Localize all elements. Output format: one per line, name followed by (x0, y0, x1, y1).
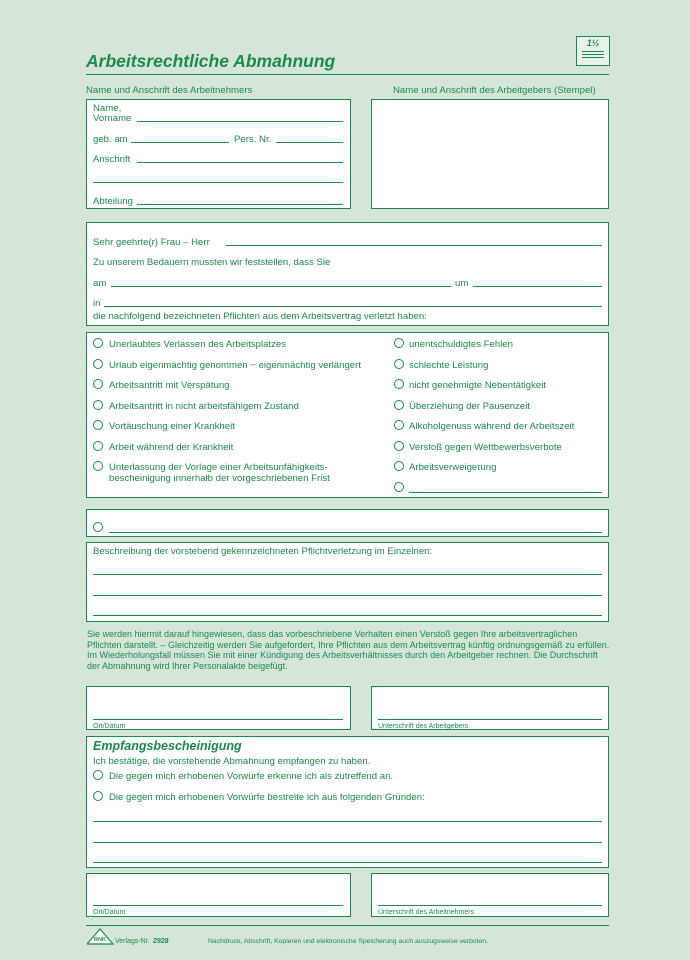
checkbox-right-3[interactable] (394, 379, 404, 389)
address-field-2[interactable] (93, 182, 343, 183)
checkbox-right-1[interactable] (394, 338, 404, 348)
place-date-line-2 (93, 905, 343, 906)
vorname-label: Vorname (93, 113, 132, 124)
violation-left-7a: Unterlassung der Vorlage einer Arbeitsunfähigkeits- (109, 462, 328, 473)
violation-left-5: Vortäuschung einer Krankheit (109, 421, 235, 432)
salutation-field[interactable] (226, 245, 602, 246)
employer-header: Name und Anschrift des Arbeitgebers (Stempel) (393, 85, 596, 96)
violation-right-5: Alkoholgenuss während der Arbeitszeit (409, 421, 575, 432)
page-title: Arbeitsrechtliche Abmahnung (86, 51, 336, 71)
pers-field[interactable] (276, 142, 343, 143)
dept-label: Abteilung (93, 196, 134, 207)
title-rule (86, 74, 609, 75)
checkbox-left-1[interactable] (93, 338, 103, 348)
checkbox-right-5[interactable] (394, 420, 404, 430)
dispute-option: Die gegen mich erhobenen Vorwürfe bestreite ich aus folgenden Gründen: (109, 792, 425, 803)
checkbox-right-4[interactable] (394, 400, 404, 410)
name-field[interactable] (137, 121, 343, 122)
checkbox-left-5[interactable] (93, 420, 103, 430)
checkbox-left-4[interactable] (93, 400, 103, 410)
checkbox-left-7[interactable] (93, 461, 103, 471)
checkbox-accept[interactable] (93, 770, 103, 780)
notice-text: Sie werden hiermit darauf hingewiesen, dass das vorbeschriebene Verhalten einen Verstoß gegen Ihre arbeitsvertraglichen Pflichten darstellt. – Gleichzeitig werden Sie aufgefordert, Ihre Pflichten aus dem Arbeitsvertrag künftig ordnungsgemäß zu erfüllen. Im Wiederholungsfall müssen Sie mit einer Kündigung des Arbeitsverhältnisses durch den Arbeitgeber rechnen. Die Durchschrift der Abmahnung wird Ihrer Personalakte beigefügt. (87, 629, 610, 671)
checkbox-dispute[interactable] (93, 791, 103, 801)
description-label: Beschreibung der vorstehend gekennzeichneten Pflichtverletzung im Einzelnen: (93, 546, 433, 557)
checkbox-left-6[interactable] (93, 441, 103, 451)
am-label: am (93, 278, 107, 289)
dept-field[interactable] (137, 204, 343, 205)
address-field[interactable] (137, 162, 343, 163)
born-field[interactable] (131, 142, 229, 143)
in-label: in (93, 298, 101, 309)
receipt-title: Empfangsbescheinigung (93, 739, 242, 753)
intro-text: Zu unserem Bedauern mussten wir feststellen, dass Sie (93, 257, 331, 268)
checkbox-right-7[interactable] (394, 461, 404, 471)
checkbox-left-2[interactable] (93, 359, 103, 369)
publisher-logo-text: RNK (94, 937, 106, 943)
violation-left-1: Unerlaubtes Verlassen des Arbeitsplatzes (109, 339, 287, 350)
form-badge (576, 36, 610, 66)
violation-right-6: Verstoß gegen Wettbewerbsverbote (409, 442, 562, 453)
checkbox-right-other[interactable] (394, 482, 404, 492)
employee-header: Name und Anschrift des Arbeitnehmers (86, 85, 253, 96)
form-badge-label: 1½ (586, 38, 600, 48)
receipt-confirm: Ich bestätige, die vorstehende Abmahnung empfangen zu haben. (93, 756, 371, 767)
name-label: Name, (93, 103, 122, 114)
violation-left-3: Arbeitsantritt mit Verspätung (109, 380, 230, 391)
checkbox-left-3[interactable] (93, 379, 103, 389)
employer-signature-label: Unterschrift des Arbeitgebers (378, 723, 469, 730)
checkbox-other[interactable] (93, 522, 103, 532)
pers-label: Pers. Nr. (234, 134, 272, 145)
footer-rule (86, 925, 609, 926)
employer-signature-line (378, 719, 602, 720)
description-line-3[interactable] (93, 615, 602, 616)
accept-option: Die gegen mich erhobenen Vorwürfe erkenne ich als zutreffend an. (109, 771, 394, 782)
violation-right-3: nicht genehmigte Nebentätigkeit (409, 380, 547, 391)
reason-line-3[interactable] (93, 862, 602, 863)
am-field[interactable] (111, 286, 451, 287)
address-label: Anschrift (93, 154, 131, 165)
employee-signature-label: Unterschrift des Arbeitnehmers (378, 909, 475, 916)
um-field[interactable] (473, 286, 602, 287)
violation-left-2: Urlaub eigenmächtig genommen − eigenmächtig verlängert (109, 360, 361, 371)
violation-left-7b: bescheinigung innerhalb der vorgeschriebenen Frist (109, 473, 330, 484)
other-violation-field[interactable] (409, 492, 602, 493)
violation-right-7: Arbeitsverweigerung (409, 462, 497, 473)
verlag-number: 2928 (153, 938, 169, 945)
place-date-label-1: Ort/Datum (93, 723, 126, 730)
place-date-line-1 (93, 719, 343, 720)
violation-right-1: unentschuldigtes Fehlen (409, 339, 514, 350)
place-date-label-2: Ort/Datum (93, 909, 126, 916)
um-label: um (455, 278, 469, 289)
violation-right-2: schlechte Leistung (409, 360, 489, 371)
place-date-box-2[interactable] (86, 873, 351, 917)
salutation-label: Sehr geehrte(r) Frau – Herr (93, 237, 210, 248)
other-field[interactable] (109, 532, 602, 533)
verlag-label: Verlags-Nr. (115, 938, 150, 945)
duties-text: die nachfolgend bezeichneten Pflichten aus dem Arbeitsvertrag verletzt haben: (93, 311, 427, 322)
reason-line-2[interactable] (93, 842, 602, 843)
in-field[interactable] (104, 306, 602, 307)
checkbox-right-2[interactable] (394, 359, 404, 369)
copyright-text: Nachdruck, Abschrift, Kopieren und elektronische Speicherung auch auszugsweise verboten. (208, 938, 488, 945)
employee-signature-line (378, 905, 602, 906)
reason-line-1[interactable] (93, 821, 602, 822)
place-date-box-1[interactable] (86, 686, 351, 730)
description-line-1[interactable] (93, 574, 602, 575)
born-label: geb. am (93, 134, 128, 145)
description-line-2[interactable] (93, 595, 602, 596)
violation-right-4: Überziehung der Pausenzeit (409, 401, 531, 412)
violation-left-4: Arbeitsantritt in nicht arbeitsfähigem Zustand (109, 401, 299, 412)
checkbox-right-6[interactable] (394, 441, 404, 451)
violation-left-6: Arbeit während der Krankheit (109, 442, 234, 453)
employer-stamp-box[interactable] (371, 99, 609, 209)
